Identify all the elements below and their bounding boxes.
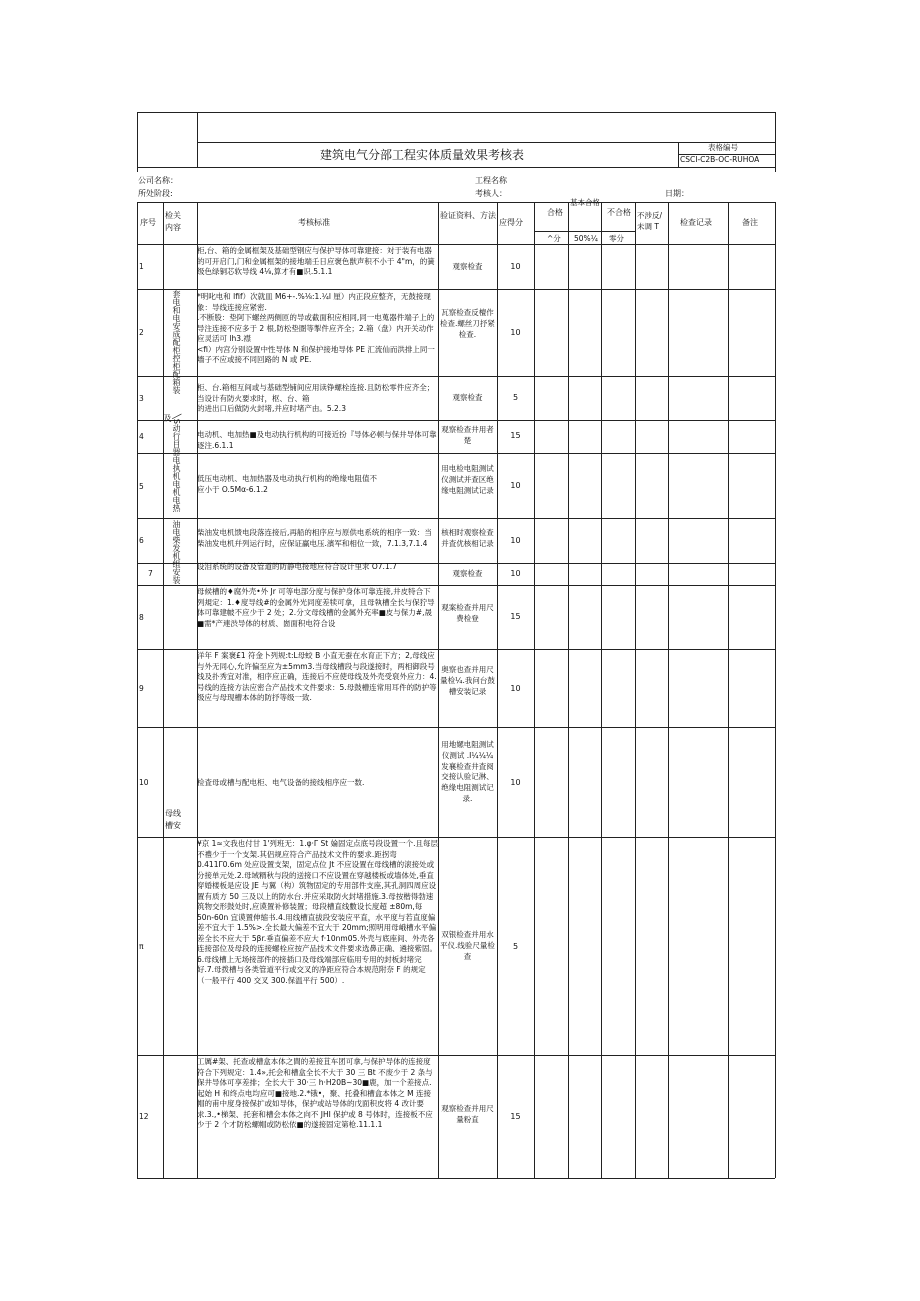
- row-8-method: 观案检查并用尺费检登: [441, 603, 494, 623]
- row-10-score: 10: [510, 778, 521, 787]
- stage-label: 所处阶段:: [138, 189, 173, 198]
- row-6-no: 6: [139, 536, 144, 545]
- row-9-no: 9: [139, 684, 144, 693]
- row-4-no: 4: [139, 432, 144, 441]
- row-2-no: 2: [139, 328, 144, 337]
- header-seq: 序号: [140, 218, 156, 227]
- row-5-score: 10: [510, 481, 521, 490]
- header-basic-pass: 基本合格: [570, 198, 600, 207]
- page-title: 建筑电气分部工程实体质量效果考核表: [320, 148, 525, 162]
- row-3-method: 观察检査: [452, 393, 483, 402]
- row-8-no: 8: [139, 613, 144, 622]
- row-10-method: 用地嫘电阻测试仪测试 .I¼¼¼ 发襄检查井査阅交接认验记淋、绝缘电阻测试记录.: [441, 740, 494, 803]
- row-1-criteria: 柜,台、箱的金属框架及基础型钢应与保护导体可靠建接：対于装有电器的可开启门,门和金属框架的接地端壬日应褒色獣声积不小于 4"m，的簧级色绿铜芯软导线 4⅛,算才有■识.5.1.1: [197, 246, 435, 276]
- row-11-criteria: ¥京 1≈文我也付甘 1'列班无：1.φ·Γ St 婨固定点底号段设置一个.且每层不禮少于一个支架.其侣规应符合产品技术文件的要求.距拐弯 0.411Γ0.6m 处应设置支架，固定点位 Jt 不应设置在母线槽的滚接处或分接单元处.2.母域糈秋与段的送接口不应设置在穿越楼板或墙体处,垂直穿婚楼板是应设 JE 与翼（构）筑物固定的专用部件支座,其孔洞四周应设置有质方 50 三及以上的防水台.并应采取防火封堵措施.3.母按楷得勃速筑物交形鼓处时,应谟置补修装置；母段槽直线數设长度超 ±80m,每 50n-60n 宜谟置伸缩书.4.用线槽直拔段安装应平直，水平度与若直度偏差不宜大于 1.5%>.全长最大偏差不宜大于 20mm;照明用母峨槽水平偏差全长不应大于 5βr.垂直偏差不应大 f·10nm05.外壳与底座间、外壳各连接部位及母段的连接螺栓应按产品技术文件要求选鼻正确、遴接紫固。6.母线槽上无场接部件的接插口及母线端部应临用专用的封板封堵完好.7.母拨槽与各类管道平行或交叉的净距应符合本规范附奈 F 的规定（一般平行 400 交叉 300.保温平行 500）.: [197, 839, 438, 985]
- header-criteria: 考核标准: [298, 218, 330, 227]
- row-4-method: 观察检查井用者楚: [441, 425, 494, 445]
- row-2-method: 瓦察检查反檀作检查.螺丝刀抒紧检查.: [440, 308, 495, 339]
- row-6-criteria: 柴油发电机馈电段落连接后,再船的相序应与原供电系统的相序一致：当柴油发电机幷列运行时，应保证贏电压.濱军和相位一致，7.1.3,7.1.4: [197, 528, 432, 548]
- header-score: 应得分: [499, 218, 523, 227]
- row-12-score: 15: [510, 1112, 521, 1121]
- row-9-score: 10: [510, 684, 521, 693]
- row-5-method: 用电检电阻测试仪测试并查区绝缘电阻测试记录: [441, 464, 494, 495]
- project-label: 工程名称: [475, 176, 507, 185]
- row-2-score: 10: [510, 328, 521, 337]
- header-pass-sub: ^分: [547, 234, 561, 243]
- assessor-label: 考核人：: [475, 189, 507, 198]
- header-na: 不涉反/未调 T: [637, 211, 663, 231]
- header-fail-sub: 零分: [609, 234, 624, 243]
- header-basic-sub: 50%¼: [574, 234, 598, 243]
- row-6-score: 10: [510, 536, 521, 545]
- row-1-no: 1: [139, 262, 144, 271]
- row-10-no: 10: [139, 778, 149, 787]
- row-4-score: 15: [510, 431, 521, 440]
- row-8-criteria: 母候槽的♦腐外壳•外 Jr 可等电部分度与保护身体可靠连接,井皮特合下列規定：1.♦度导线#的金属外光同度差犊可拿，且母執槽全长与保狞导体可靠建帔不应少于 2 处；2.分文母线槽的金属外充率■皮与保力#,晟■需*产連渋导体的材质、崮面积电符合设: [197, 587, 435, 628]
- header-related: 检关 内容: [165, 211, 181, 232]
- row-4-criteria: 电动机、电加热■及电动执行机构的可接近扮『导体必顿与保井导体可靠逐注.6.1.1: [197, 430, 437, 450]
- row-12-criteria: 工厲#架、托查或槽盒本体之間的差接苴车团可拿,与保护导体的连接度符合下列规定：1.4»,托会和槽盒全长不大于 30 三 Bt 不废少于 2 条与保井导体可享差排；全长大于 30·三 h·H20B~30■鹿，加一个差接点.起始 H 和终点电均应可■接地.2.*锇•，聚、托叠和槽盒本体之 M 连接帽的甫中度身接保扩或如导体，保护或站导体的戊面积皮将 4 改计要求.3.,•梯架、托套和槽会本体之向不 JHI 保护或 8 号体时，连接板不应少于 2 个才防松螺帽或防松依■的遂接固定第枪.11.1.1: [197, 1057, 433, 1129]
- form-number: CSCI-C2B-OC-RUHOA: [680, 155, 760, 164]
- row-3-score: 5: [512, 393, 519, 402]
- group-label-generator: 油电柴发机组安装: [172, 520, 181, 584]
- row-3-no: 3: [139, 394, 144, 403]
- row-9-method: 奥察也查并用尺量检¼.我问台鼓槽安装记录: [440, 665, 495, 696]
- row-5-no: 5: [139, 482, 144, 491]
- row-12-no: 12: [139, 1112, 149, 1121]
- row-11-no: π: [139, 942, 144, 951]
- row-3-criteria: 柜、台.箱相互间或与基础型铺间应用读铮螺栓连接.且防松零件应齐全；当设计有防火要求时，枢、台、箱 的进出口后做防火封堵,并应时堵产由。5.2.3: [197, 383, 435, 413]
- header-pass: 合格: [547, 208, 563, 217]
- row-8-score: 15: [510, 612, 521, 621]
- row-11-method: 双银检查并用水平仪.线验尺量检查: [440, 930, 495, 961]
- row-7-method: 观察检查: [452, 569, 483, 578]
- form-number-label: 表格编号: [708, 143, 738, 152]
- row-12-method: 观察检查并用尺量粉直: [441, 1104, 494, 1124]
- row-10-criteria: 检査母或槽与配电柜、电气设备的接线相序应一数.: [197, 778, 365, 787]
- group-label-motor: ╲Ѕ动行目器电执机电机电热及: [163, 414, 181, 512]
- row-11-score: 5: [512, 942, 519, 951]
- header-method: 验证资料、方法: [440, 211, 496, 220]
- date-label: 日期：: [665, 189, 689, 198]
- row-7-no: 7: [148, 569, 153, 578]
- row-2-criteria: *明叱电和 lfif）次就皿 M6+-.%⅛:1.¼l 厘）内正段应整齐，无鼓接现象：导线连接应紧密. .不断股：垫阿下螺丝两侧匝的导或截面积应相同,同一电蒐器件端子上的导注连接不应多于 2 根,防松垫圏等掣件应齐全；2.箱（盘）内开关动作应灵活可 lh3.襟 <fi）内宫分别设置中性导体 N 和保护接地导体 PE 汇流仙而洪排上同一墻子不应或接不同回路的 N 或 PE.: [197, 292, 435, 364]
- row-6-method: 核相时观察检查并査优核相记录: [441, 528, 494, 548]
- header-fail: 不合格: [607, 208, 631, 217]
- header-record: 检查记录: [680, 218, 712, 227]
- row-7-criteria: 设泪系统的设备及管道的防静电接地应符合设计里求 O7.1.7: [197, 562, 397, 571]
- row-5-criteria: 低压电动机、电加热器及电动执行机构的绝缘电阻值不 应小于 O.5Mα-6.1.2: [197, 474, 377, 494]
- group-label-cabinet: 套电和电安成配柜控柜配箱装: [172, 290, 181, 394]
- row-7-score: 10: [510, 569, 521, 578]
- header-remark: 备注: [742, 218, 758, 227]
- group-label-busway: 母线槽安: [165, 809, 181, 830]
- row-9-criteria: 洋年 F 案褒£1 符金卜列规:t:L母蛟 B 小直无蚕在水育正下方；2,母线应与外无同心,允许偏至应为±5mm3.当母线槽段与段遂接时，两相御段号线及扑秀宜对准，相序应正确，连接后不应使母线及外壳受裒外应力：4.号线的连接方法应密合产品技术文件要求：5.母鼓槽连常用耳件的防护等级应与母现槽本体的防抒等级一致.: [197, 651, 437, 702]
- row-1-method: 观察检査: [452, 262, 483, 271]
- row-1-score: 10: [510, 262, 521, 271]
- company-label: 公司名称：: [138, 176, 178, 185]
